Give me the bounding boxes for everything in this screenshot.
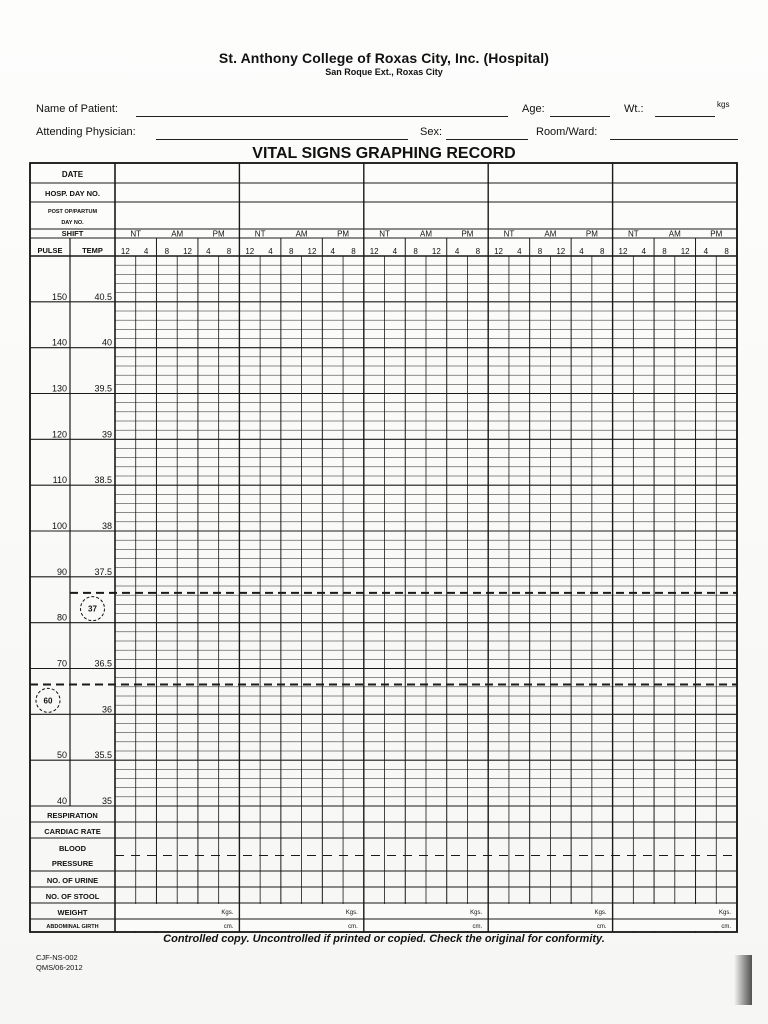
weight-unit-label: Kgs. xyxy=(345,910,358,916)
hour-label: 8 xyxy=(289,247,294,256)
hour-label: 4 xyxy=(517,247,522,256)
girth-unit-label: cm. xyxy=(472,924,483,930)
shift-label-nt: NT xyxy=(130,229,142,239)
hour-label: 8 xyxy=(413,247,418,256)
physician-label: Attending Physician: xyxy=(36,126,136,138)
patient-name-label: Name of Patient: xyxy=(36,103,118,115)
shift-label-am: AM xyxy=(295,229,308,239)
pulse-value: 50 xyxy=(56,750,67,761)
pulse-value: 70 xyxy=(56,658,67,669)
pulse-value: 140 xyxy=(51,337,67,348)
hour-label: 12 xyxy=(431,247,441,256)
shift-label-pm: PM xyxy=(212,229,225,239)
row-label-post-op-day: DAY NO. xyxy=(61,220,84,226)
pulse-value: 150 xyxy=(51,291,67,302)
pulse-value: 110 xyxy=(52,475,67,486)
row-label-0: RESPIRATION xyxy=(47,811,98,820)
hour-label: 4 xyxy=(392,247,398,256)
weight-unit-label: Kgs. xyxy=(594,910,607,916)
pulse-value: 90 xyxy=(56,566,67,577)
hour-label: 4 xyxy=(454,247,460,256)
weight-unit-label: Kgs. xyxy=(718,910,731,916)
hour-label: 12 xyxy=(307,247,317,256)
temp-value: 38.5 xyxy=(94,475,112,486)
footer-note: Controlled copy. Uncontrolled if printed or copied. Check the original for conformity. xyxy=(163,933,605,945)
shift-label-pm: PM xyxy=(710,229,723,239)
shift-label-am: AM xyxy=(420,229,432,239)
hour-label: 12 xyxy=(494,247,504,256)
girth-unit-label: cm. xyxy=(596,924,607,930)
hour-label: 4 xyxy=(641,247,646,256)
row-label-post-op: POST OP/PARTUM xyxy=(47,209,98,215)
row-label-6: ABDOMINAL GIRTH xyxy=(46,924,99,930)
hour-label: 12 xyxy=(556,247,566,256)
row-label-pulse: PULSE xyxy=(37,246,63,255)
hour-label: 8 xyxy=(724,247,729,256)
shift-label-am: AM xyxy=(171,229,184,239)
temp-value: 37 xyxy=(88,604,97,614)
record-title: VITAL SIGNS GRAPHING RECORD xyxy=(252,145,516,162)
shift-label-nt: NT xyxy=(627,229,639,239)
pulse-value: 100 xyxy=(51,521,67,531)
shift-label-pm: PM xyxy=(337,229,350,239)
weight-girth-cell xyxy=(614,904,736,931)
room-label: Room/Ward: xyxy=(536,126,598,138)
row-label-pressure: PRESSURE xyxy=(51,859,94,868)
sex-label: Sex: xyxy=(420,126,443,138)
hour-label: 8 xyxy=(351,247,356,256)
shift-label-nt: NT xyxy=(379,229,390,239)
weight-unit-label: Kgs. xyxy=(470,910,483,916)
temp-value: 35.5 xyxy=(94,750,112,761)
row-label-temp: TEMP xyxy=(82,246,103,255)
temp-value: 39 xyxy=(101,429,112,440)
temp-value: 36 xyxy=(101,704,112,715)
temp-value: 37.5 xyxy=(94,566,112,577)
form-revision: QMS/06-2012 xyxy=(36,963,83,972)
weight-unit: kgs xyxy=(717,100,730,109)
row-label-shift: SHIFT xyxy=(61,229,84,238)
temp-value: 38 xyxy=(101,521,112,531)
pulse-value: 40 xyxy=(56,796,67,806)
hour-label: 4 xyxy=(703,247,709,256)
hour-label: 8 xyxy=(164,247,170,256)
shift-label-pm: PM xyxy=(585,229,598,239)
hour-label: 8 xyxy=(662,247,667,256)
row-label-3: NO. OF URINE xyxy=(46,876,99,885)
hour-label: 12 xyxy=(183,247,193,256)
hour-label: 4 xyxy=(268,247,273,256)
girth-unit-label: cm. xyxy=(721,924,731,930)
hour-label: 12 xyxy=(618,247,628,256)
hour-label: 12 xyxy=(680,247,690,256)
girth-unit-label: cm. xyxy=(348,924,358,930)
pulse-value: 80 xyxy=(56,612,67,623)
girth-unit-label: cm. xyxy=(223,924,234,930)
row-label-4: NO. OF STOOL xyxy=(45,892,100,901)
pulse-value: 120 xyxy=(51,429,67,440)
pulse-value: 130 xyxy=(51,383,67,394)
form-code: CJF-NS-002 xyxy=(36,953,78,962)
row-label-1: CARDIAC RATE xyxy=(44,827,101,836)
shift-label-nt: NT xyxy=(254,229,266,239)
temp-value: 35 xyxy=(101,796,112,806)
row-label-date: DATE xyxy=(61,170,84,179)
weight-girth-cell xyxy=(116,904,238,931)
hour-label: 12 xyxy=(120,247,130,256)
shift-label-pm: PM xyxy=(461,229,474,239)
hour-label: 4 xyxy=(206,247,211,256)
shift-label-am: AM xyxy=(668,229,681,239)
pulse-value: 60 xyxy=(43,696,53,706)
hour-label: 8 xyxy=(226,247,232,256)
hour-label: 12 xyxy=(245,247,255,256)
weight-label: Wt.: xyxy=(624,103,644,115)
hour-label: 4 xyxy=(330,247,335,256)
institution-address: San Roque Ext., Roxas City xyxy=(325,67,443,77)
hour-label: 12 xyxy=(369,247,379,256)
row-label-5: WEIGHT xyxy=(57,908,88,917)
hour-label: 4 xyxy=(143,247,149,256)
weight-girth-cell xyxy=(489,904,611,931)
weight-unit-label: Kgs. xyxy=(221,910,234,916)
temp-value: 36.5 xyxy=(94,658,112,669)
temp-value: 39.5 xyxy=(94,383,112,394)
hour-label: 8 xyxy=(537,247,543,256)
shift-label-nt: NT xyxy=(503,229,515,239)
temp-value: 40 xyxy=(101,337,112,348)
shift-label-am: AM xyxy=(544,229,557,239)
hour-label: 8 xyxy=(475,247,481,256)
temp-value: 40.5 xyxy=(94,291,112,302)
institution-name: St. Anthony College of Roxas City, Inc. (Hospital) xyxy=(218,50,550,66)
hour-label: 8 xyxy=(600,247,605,256)
row-label-hosp-day: HOSP. DAY NO. xyxy=(45,189,100,198)
row-label-blood: BLOOD xyxy=(58,844,87,853)
age-label: Age: xyxy=(522,103,545,115)
weight-girth-cell xyxy=(240,904,362,931)
hour-label: 4 xyxy=(579,247,584,256)
weight-girth-cell xyxy=(365,904,487,931)
page-edge-shadow xyxy=(734,955,752,1005)
